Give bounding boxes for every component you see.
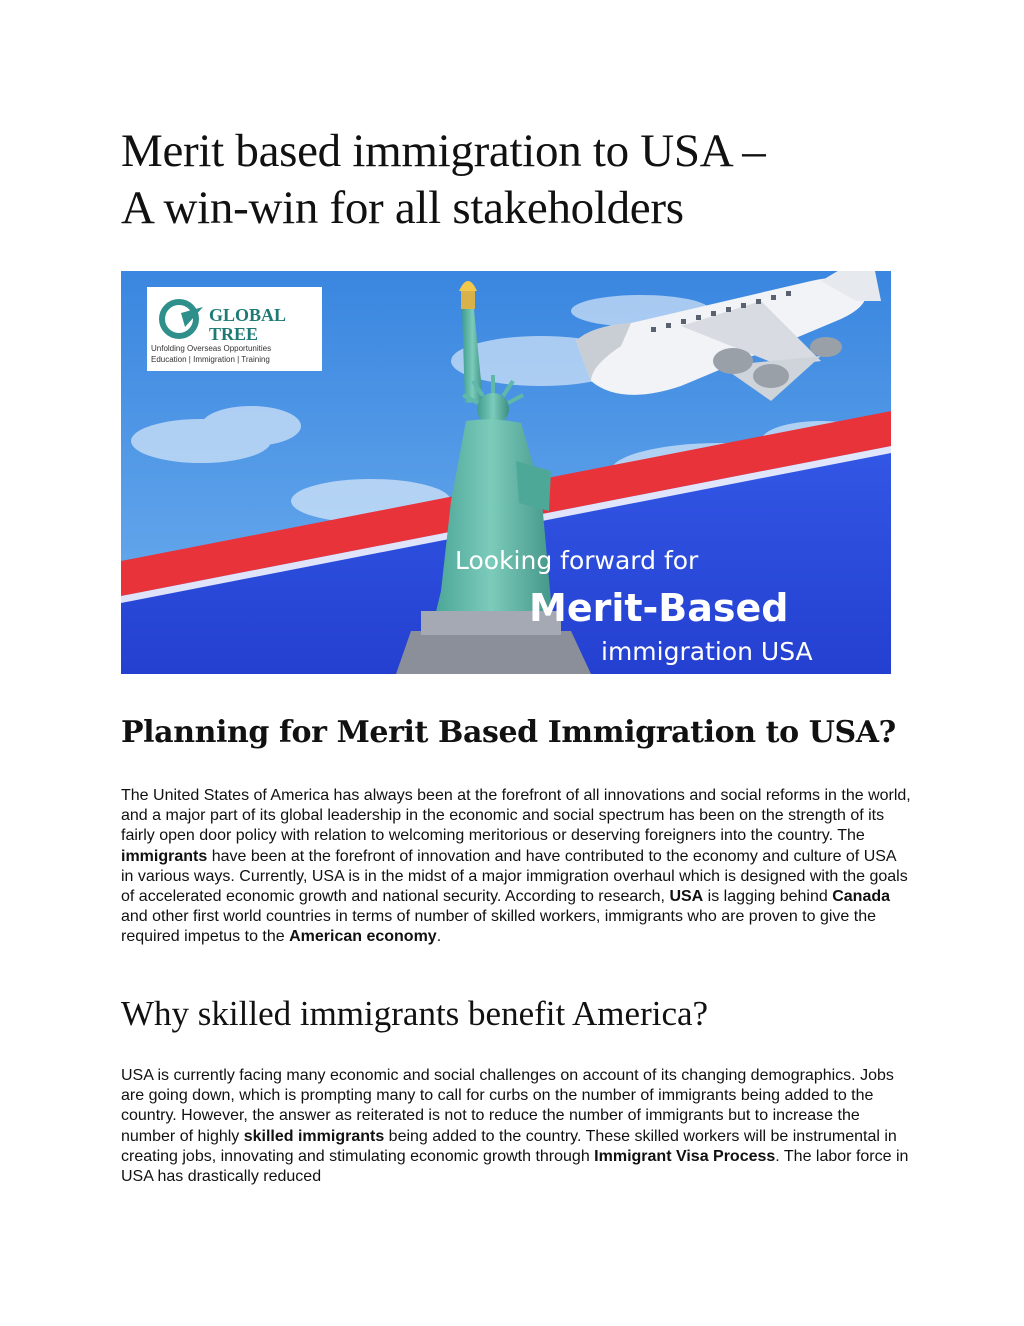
bold-american-economy: American economy	[289, 928, 437, 946]
section1-heading: Planning for Merit Based Immigration to USA?	[121, 715, 896, 750]
banner-headline-1: Looking forward for	[455, 546, 699, 575]
text-run: have been at the forefront of innovation and have contributed to the economy and culture of USA in various ways. Currently, USA is in the midst of a major immigration overhaul which is designed with the goals of accelerated economic growth and national security. According to research,	[121, 847, 908, 906]
bold-skilled-immigrants: skilled immigrants	[243, 1127, 385, 1145]
text-run: is lagging behind	[703, 888, 833, 906]
bold-usa: USA	[669, 888, 704, 906]
logo-name-1: GLOBAL	[209, 305, 287, 325]
section2-heading: Why skilled immigrants benefit America?	[121, 994, 709, 1033]
text-run: being added to the country. These skilled workers will be instrumental in creating jobs, innovating and stimulating economic growth through	[121, 1127, 897, 1165]
text-run: . The labor force in USA has drastically reduced	[121, 1147, 909, 1186]
logo-name-2: TREE	[209, 324, 259, 344]
section2-paragraph	[121, 1066, 911, 1187]
title-line-1: Merit based immigration to USA –	[121, 125, 766, 177]
bold-canada: Canada	[832, 888, 891, 906]
text-run: USA is currently facing many economic and social challenges on account of its changing demographics. Jobs are going down, which is prompting many to call for curbs on the number of immigrants being added to the country. However, the answer as reiterated is not to reduce the number of immigrants but to increase the number of highly	[121, 1067, 894, 1145]
text-run: and other first world countries in terms of number of skilled workers, immigrants who are proven to give the required impetus to the	[121, 908, 876, 946]
banner-headline-3: immigration USA	[601, 637, 813, 666]
logo-tagline: Unfolding Overseas Opportunities	[151, 344, 272, 353]
banner-headline-2: Merit-Based	[529, 586, 789, 630]
banner-image	[121, 271, 891, 674]
page-title	[121, 123, 901, 237]
text-run: The United States of America has always been at the forefront of all innovations and social reforms in the world, and a major part of its global leadership in the economic and social spectrum has been on the strength of its fairly open door policy with relation to welcoming meritorious or deserving foreigners into the country. The	[121, 787, 911, 845]
section1-paragraph	[121, 786, 911, 948]
title-line-2: A win-win for all stakeholders	[121, 182, 684, 234]
bold-immigrant-visa-process: Immigrant Visa Process	[594, 1147, 776, 1165]
text-run: .	[436, 928, 442, 946]
bold-immigrants: immigrants	[121, 847, 208, 865]
logo-services: Education | Immigration | Training	[151, 355, 270, 364]
